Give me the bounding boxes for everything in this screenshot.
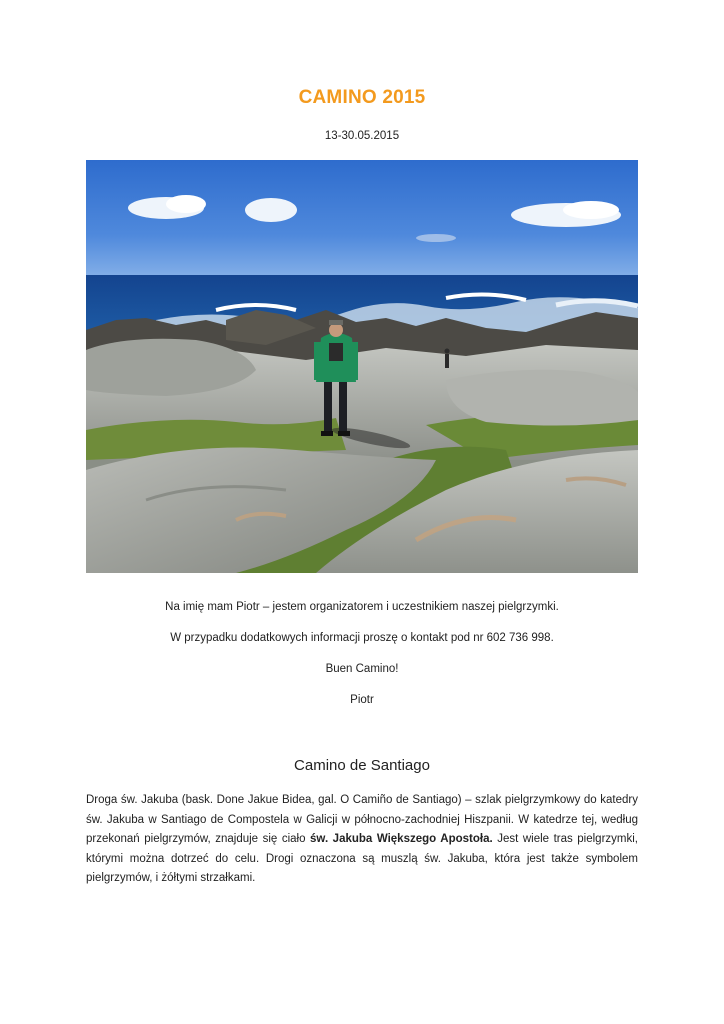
date-range: 13-30.05.2015 bbox=[324, 130, 400, 142]
intro-line-1: Na imię mam Piotr – jestem organizatorem i uczestnikiem naszej pielgrzymki. bbox=[165, 601, 559, 613]
paragraph-text-end: Jest wiele tras pielgrzymki, którymi można dotrzeć do celu. Drogi oznaczona są muszlą św. Jakuba, która jest także symbolem pielgrzymów, i żółtymi strzałkami. bbox=[86, 833, 638, 884]
paragraph-bold-apostle: św. Jakuba Większego Apostoła. bbox=[310, 833, 493, 845]
section-title: Camino de Santiago bbox=[294, 757, 430, 774]
page-title: CAMINO 2015 bbox=[298, 87, 426, 108]
signature: Piotr bbox=[350, 694, 374, 706]
coastal-rocks-photo bbox=[86, 160, 638, 573]
paragraph-text-start: Droga św. Jakuba (bask. Done Jakue Bidea, gal. O Camiño de Santiago) – szlak pielgrzymkowy do katedry św. Jakuba w Santiago de Compostela w Galicji w północno-zachodniej Hiszpanii. W katedrze tej, według przekonań pielgrzymów, znajduje się ciało bbox=[86, 794, 638, 845]
section-paragraph bbox=[86, 791, 638, 889]
greeting: Buen Camino! bbox=[325, 663, 399, 675]
intro-line-2: W przypadku dodatkowych informacji proszę o kontakt pod nr 602 736 998. bbox=[170, 632, 554, 644]
